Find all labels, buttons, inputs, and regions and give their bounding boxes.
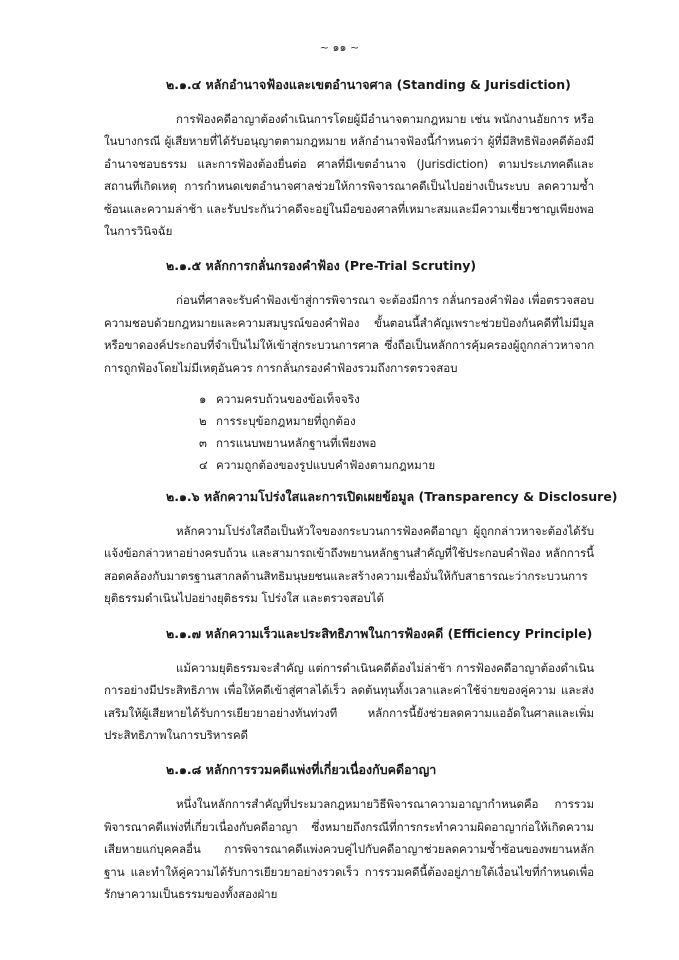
list-item-number: ๓	[199, 436, 207, 451]
list-item-text: การระบุข้อกฎหมายที่ถูกต้อง	[216, 414, 356, 429]
list-item	[104, 432, 594, 454]
section-heading: ๒.๑.๗ หลักความเร็วและประสิทธิภาพในการฟ้องคดี (Efficiency Principle)	[166, 625, 593, 641]
list-item-number: ๔	[199, 458, 208, 473]
section-paragraph: หนึ่งในหลักการสำคัญที่ประมวลกฎหมายวิธีพิจารณาความอาญากำหนดคือ การรวมพิจารณาคดีแพ่งที่เกี่ยวเนื่องกับคดีอาญา ซึ่งหมายถึงกรณีที่การกระทำความผิดอาญาก่อให้เกิดความเสียหายแก่บุคคลอื่น การพิจารณาคดีแพ่งควบคู่ไปกับคดีอาญาช่วยลดความซ้ำซ้อนของพยานหลักฐาน และทำให้คู่ความได้รับการเยียวยาอย่างรวดเร็ว การรวมคดีนี้ต้องอยู่ภายใต้เงื่อนไขที่กำหนดเพื่อรักษาความเป็นธรรมของทั้งสองฝ่าย	[104, 797, 594, 901]
section-heading: ๒.๑.๕ หลักการกลั่นกรองคำฟ้อง (Pre-Trial Scrutiny)	[166, 258, 477, 274]
list-item	[104, 410, 594, 432]
section-paragraph: การฟ้องคดีอาญาต้องดำเนินการโดยผู้มีอำนาจตามกฎหมาย เช่น พนักงานอัยการ หรือในบางกรณี ผู้เสียหายที่ได้รับอนุญาตตามกฎหมาย หลักอำนาจฟ้องนี้กำหนดว่า ผู้ที่มีสิทธิฟ้องคดีต้องมีอำนาจชอบธรรม และการฟ้องต้องยื่นต่อ ศาลที่มีเขตอำนาจ (Jurisdiction) ตามประเภทคดีและสถานที่เกิดเหตุ การกำหนดเขตอำนาจศาลช่วยให้การพิจารณาคดีเป็นไปอย่างเป็นระบบ ลดความซ้ำซ้อนและความล่าช้า และรับประกันว่าคดีจะอยู่ในมือของศาลที่เหมาะสมและมีความเชี่ยวชาญเพียงพอในการวินิจฉัย	[104, 112, 594, 239]
section-2-1-7	[104, 623, 594, 747]
section-paragraph: หลักความโปร่งใสถือเป็นหัวใจของกระบวนการฟ้องคดีอาญา ผู้ถูกกล่าวหาจะต้องได้รับแจ้งข้อกล่าวหาอย่างครบถ้วน และสามารถเข้าถึงพยานหลักฐานสำคัญที่ใช้ประกอบคำฟ้อง หลักการนี้สอดคล้องกับมาตรฐานสากลด้านสิทธิมนุษยชนและสร้างความเชื่อมั่นให้กับสาธารณะว่ากระบวนการยุติธรรมดำเนินไปอย่างยุติธรรม โปร่งใส และตรวจสอบได้	[104, 524, 594, 606]
section-heading: ๒.๑.๘ หลักการรวมคดีแพ่งที่เกี่ยวเนื่องกับคดีอาญา	[166, 762, 437, 778]
section-paragraph: แม้ความยุติธรรมจะสำคัญ แต่การดำเนินคดีต้องไม่ล่าช้า การฟ้องคดีอาญาต้องดำเนินการอย่างมีประสิทธิภาพ เพื่อให้คดีเข้าสู่ศาลได้เร็ว ลดต้นทุนทั้งเวลาและค่าใช้จ่ายของคู่ความ และส่งเสริมให้ผู้เสียหายได้รับการเยียวยาอย่างทันท่วงที หลักการนี้ยังช่วยลดความแออัดในศาลและเพิ่มประสิทธิภาพในการบริหารคดี	[104, 660, 594, 742]
list-item-text: การแนบพยานหลักฐานที่เพียงพอ	[216, 436, 377, 451]
list-item	[104, 454, 594, 476]
section-2-1-4	[104, 74, 594, 242]
page-number: ~ ๑๑ ~	[319, 41, 360, 54]
scrutiny-checklist	[104, 388, 594, 476]
document-body	[104, 74, 618, 918]
section-2-1-8	[104, 759, 594, 905]
section-heading: ๒.๑.๖ หลักความโปร่งใสและการเปิดเผยข้อมูล (Transparency & Disclosure)	[166, 489, 618, 505]
section-2-1-6	[104, 486, 618, 610]
list-item-text: ความถูกต้องของรูปแบบคำฟ้องตามกฎหมาย	[216, 458, 436, 473]
section-paragraph: ก่อนที่ศาลจะรับคำฟ้องเข้าสู่การพิจารณา จะต้องมีการ กลั่นกรองคำฟ้อง เพื่อตรวจสอบความชอบด้วยกฎหมายและความสมบูรณ์ของคำฟ้อง ขั้นตอนนี้สำคัญเพราะช่วยป้องกันคดีที่ไม่มีมูลหรือขาดองค์ประกอบที่จำเป็นไม่ให้เข้าสู่กระบวนการศาล ซึ่งถือเป็นหลักการคุ้มครองผู้ถูกกล่าวหาจากการถูกฟ้องโดยไม่มีเหตุอันควร การกลั่นกรองคำฟ้องรวมถึงการตรวจสอบ	[104, 293, 594, 375]
list-item-text: ความครบถ้วนของข้อเท็จจริง	[216, 392, 360, 407]
section-2-1-5	[104, 255, 594, 476]
section-heading: ๒.๑.๔ หลักอำนาจฟ้องและเขตอำนาจศาล (Standing & Jurisdiction)	[166, 77, 571, 92]
list-item-number: ๑	[199, 392, 207, 407]
list-item-number: ๒	[199, 414, 207, 429]
list-item	[104, 388, 594, 410]
